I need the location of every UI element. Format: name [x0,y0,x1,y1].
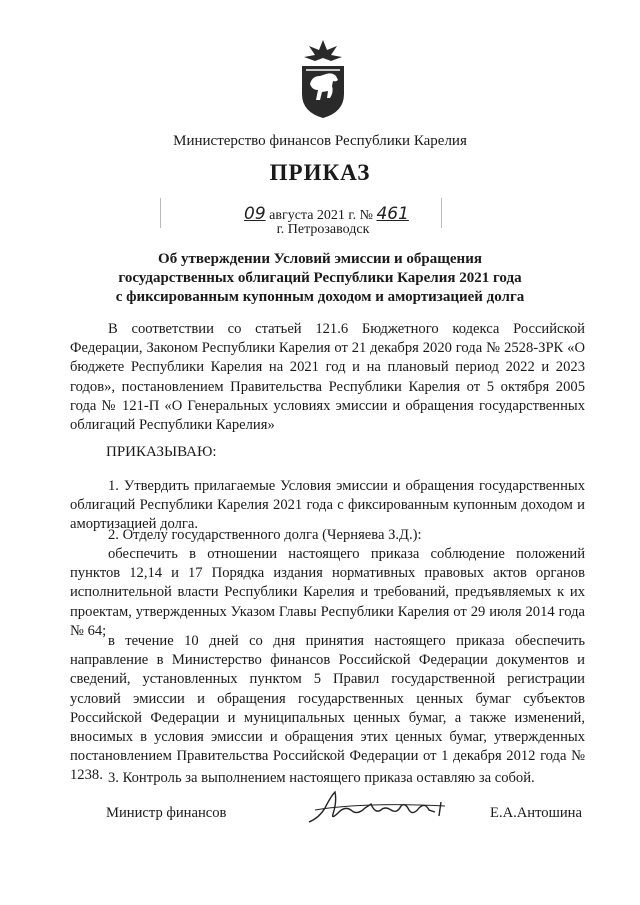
order-date-day: 09 [244,204,266,224]
scan-mark [160,198,161,228]
handwritten-signature-icon [305,788,485,828]
order-number: 461 [376,204,409,224]
signatory-role: Министр финансов [106,805,227,821]
city-name: г. Петрозаводск [276,222,370,237]
subject-line-1: Об утверждении Условий эмиссии и обращения [158,251,482,267]
item-3: 3. Контроль за выполнением настоящего приказа оставляю за собой. [108,770,535,786]
document-type-title: ПРИКАЗ [269,160,371,185]
preamble-paragraph: В соответствии со статьей 121.6 Бюджетного кодекса Российской Федерации, Законом Республики Карелия от 21 декабря 2020 года № 2528-ЗРК «О бюджете Республики Карелия на 2021 год и на плановый период 2022 и 2023 годов», постановлением Правительства Республики Карелия от 5 октября 2005 года № 121-П «О Генеральных условиях эмиссии и обращения государственных облигаций Республики Карелия» [70,321,585,434]
coat-of-arms-emblem-icon [296,38,350,120]
date-number-line [244,204,409,224]
signatory-name: Е.А.Антошина [490,805,582,821]
subject-line-2: государственных облигаций Республики Карелия 2021 года [118,270,522,286]
ministry-name: Министерство финансов Республики Карелия [173,133,467,149]
item-1: 1. Утвердить прилагаемые Условия эмиссии и обращения государственных облигаций Республики Карелия 2021 года с фиксированным купонным доходом и амортизацией долга. [70,478,585,533]
scan-mark [441,198,442,228]
item-2: 2. Отделу государственного долга (Черняева З.Д.): [108,527,422,543]
subject-line-3: с фиксированным купонным доходом и амортизацией долга [115,289,525,305]
document-subject-title [80,250,560,307]
order-directive: ПРИКАЗЫВАЮ: [106,444,217,460]
date-rest: августа 2021 г. № [265,208,377,223]
item-2-clause-b: в течение 10 дней со дня принятия настоящего приказа обеспечить направление в Министерство финансов Российской Федерации документов и сведений, установленных пунктом 5 Правил государственной регистрации условий эмиссии и обращения государственных ценных бумаг субъектов Российской Федерации и муниципальных ценных бумаг, а также изменений, вносимых в условия эмиссии и обращения этих ценных бумаг, утвержденных постановлением Правительства Российской Федерации от 1 декабря 2012 года № 1238. [70,633,585,784]
item-2-clause-a: обеспечить в отношении настоящего приказа соблюдение положений пунктов 12,14 и 17 Порядка издания нормативных правовых актов органов исполнительной власти Республики Карелия и требований, предъявляемых к их проектам, утвержденных Указом Главы Республики Карелия от 29 июля 2014 года № 64; [70,546,585,639]
